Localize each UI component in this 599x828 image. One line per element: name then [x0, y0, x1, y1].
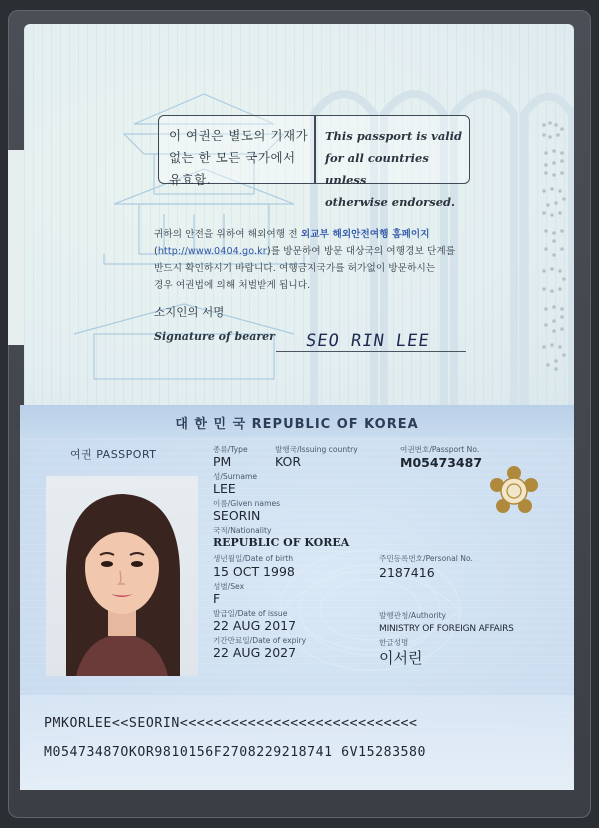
sex-label: 성별/Sex	[213, 582, 245, 591]
portrait-illustration	[46, 476, 198, 676]
sex-value: F	[213, 591, 221, 606]
surname-value: LEE	[213, 481, 236, 496]
document-type-label: 여권 PASSPORT	[70, 448, 157, 461]
type-label: 종류/Type	[213, 445, 248, 454]
personal-no-value: 2187416	[379, 565, 435, 580]
date-of-issue-label: 발급일/Date of issue	[213, 609, 288, 618]
passport-no-label: 여권번호/Passport No.	[400, 445, 480, 454]
korean-name-label: 한글성명	[379, 638, 409, 647]
given-names-label: 이름/Given names	[213, 499, 281, 508]
notice-line-3: 반드시 확인하시기 바랍니다. 여행금지국가를 허가없이 방문하시는	[154, 263, 436, 274]
mrz-line-2: M05473487OKOR9810156F2708229218741 6V15283580	[44, 745, 427, 760]
authority-label: 발행관청/Authority	[379, 611, 447, 620]
date-of-birth-label: 생년월일/Date of birth	[213, 554, 294, 563]
date-of-expiry-label: 기간만료일/Date of expiry	[213, 636, 307, 645]
validity-statement-box	[158, 115, 470, 209]
national-emblem-seal	[488, 465, 540, 517]
notice-line-2: (http://www.0404.go.kr)를 방문하여 방문 대상국의 여행경보 단계를	[154, 246, 456, 257]
notice-line-4: 경우 여권법에 의해 처벌받게 됩니다.	[154, 280, 311, 291]
notice-line-1: 귀하의 안전을 위하여 해외여행 전 외교부 해외안전여행 홈페이지	[154, 229, 430, 240]
observations-page	[24, 24, 574, 410]
signature-label-english: Signature of bearer	[154, 330, 275, 343]
type-value: PM	[213, 454, 232, 469]
date-of-issue-value: 22 AUG 2017	[213, 618, 297, 633]
date-of-expiry-value: 22 AUG 2027	[213, 645, 297, 660]
travel-safety-notice	[154, 226, 484, 294]
validity-divider	[314, 116, 316, 183]
country-header: 대 한 민 국 REPUBLIC OF KOREA	[175, 417, 419, 432]
korean-name-value: 이서린	[379, 649, 423, 667]
passport-no-value: M05473487	[400, 455, 483, 470]
signature-line	[276, 351, 466, 352]
bearer-signature: SEO RIN LEE	[304, 331, 431, 351]
personal-no-label: 주민등록번호/Personal No.	[379, 554, 473, 563]
nationality-value: REPUBLIC OF KOREA	[213, 536, 350, 549]
validity-text-english: This passport is valid for all countries unless otherwise endorsed.	[325, 129, 463, 209]
mofa-safety-site-name: 외교부 해외안전여행 홈페이지	[300, 229, 430, 240]
country-header-band	[20, 405, 574, 437]
date-of-birth-value: 15 OCT 1998	[213, 564, 295, 579]
issuing-country-value: KOR	[275, 454, 302, 469]
mrz-line-1: PMKORLEE<<SEORIN<<<<<<<<<<<<<<<<<<<<<<<<<<<<	[44, 716, 418, 731]
perforated-number	[536, 119, 576, 374]
issuing-country-label: 발행국/Issuing country	[275, 445, 358, 454]
holder-photo	[46, 476, 198, 676]
surname-label: 성/Surname	[213, 472, 258, 481]
data-page	[20, 405, 574, 790]
validity-text-korean: 이 여권은 별도의 기재가 없는 한 모든 국가에서 유효함.	[169, 128, 309, 187]
machine-readable-zone	[20, 695, 574, 790]
notice-url: http://www.0404.go.kr	[157, 246, 267, 257]
signature-label-korean: 소지인의 서명	[154, 305, 225, 319]
authority-value: MINISTRY OF FOREIGN AFFAIRS	[379, 624, 514, 634]
nationality-label: 국적/Nationality	[213, 526, 272, 535]
given-names-value: SEORIN	[213, 508, 261, 523]
